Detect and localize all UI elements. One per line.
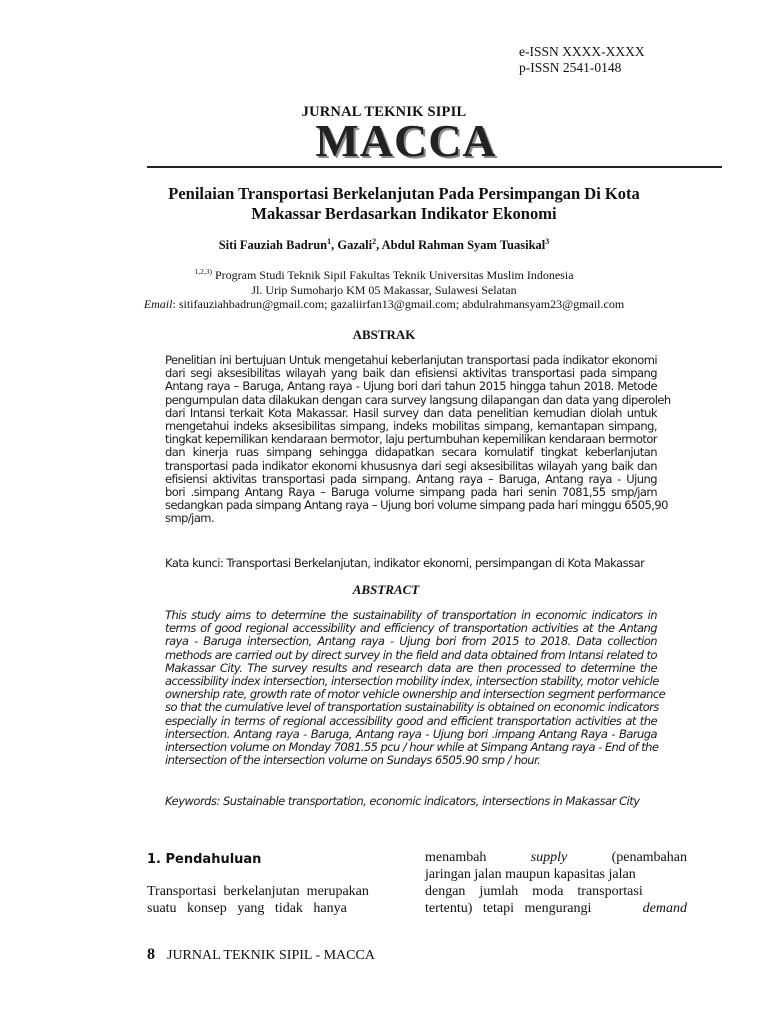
affiliation	[0, 265, 768, 312]
body-line	[425, 849, 687, 866]
author-sup: 2	[372, 237, 377, 246]
abstract-keywords: Keywords: Sustainable transportation, economic indicators, intersections in Makassar City	[165, 794, 640, 808]
abstract-line: sedangkan pada simpang Antang raya – Ujung bori volume simpang pada hari minggu 6505,90	[165, 498, 668, 513]
page-number: 8	[147, 946, 155, 963]
abstract-line: terms of good regional accessibility and efficiency of transportation activities at the Antang	[165, 621, 657, 636]
affiliation-sup: 1,2,3)	[194, 267, 212, 276]
abstract-heading: ABSTRACT	[352, 582, 420, 597]
body-text: menambah	[425, 850, 487, 865]
abstract-line: Penelitian ini bertujuan Untuk mengetahui keberlanjutan transportasi pada indikator ekonomi	[165, 353, 657, 367]
abstract-line: smp/jam.	[165, 511, 215, 526]
body-right-column	[425, 849, 687, 917]
abstract-line: mengetahui indeks aksesibilitas simpang, indeks mobilitas simpang, kemantapan simpang,	[165, 419, 657, 434]
body-left-column	[147, 883, 379, 917]
abstract-line: Antang raya – Baruga, Antang raya - Ujung bori dari tahun 2015 hingga tahun 2018. Metode	[165, 379, 657, 394]
author-name: Abdul Rahman Syam Tuasikal	[381, 238, 546, 253]
abstract-line: Makassar City. The survey results and research data are then processed to determine the	[165, 660, 657, 675]
abstract-line: especially in terms of regional accessibility good and efficient transportation activities at the	[165, 713, 657, 728]
abstract-line: pengumpulan data dilakukan dengan cara survey langsung dilapangan dan data yang diperoleh	[165, 392, 671, 407]
author-name: Siti Fauziah Badrun	[218, 238, 328, 253]
title-line-1: Penilaian Transportasi Berkelanjutan Pada Persimpangan Di Kota	[168, 184, 640, 203]
abstract-line: intersection of the intersection volume on Sundays 6505.90 smp / hour.	[165, 753, 541, 768]
abstrak-keywords: Kata kunci: Transportasi Berkelanjutan, indikator ekonomi, persimpangan di Kota Makassar	[165, 556, 645, 570]
abstract-line: ownership rate, growth rate of motor vehicle ownership and intersection segment performance	[165, 687, 666, 702]
abstract-line: intersection. Antang raya - Baruga, Antang raya - Ujung bori .impang Antang Raya - Baruga	[165, 726, 657, 741]
pissn-text: p-ISSN 2541-0148	[519, 60, 622, 75]
abstract-body	[165, 608, 666, 768]
title-line-2: Makassar Berdasarkan Indikator Ekonomi	[251, 204, 557, 223]
body-line: jaringan jalan maupun kapasitas jalan	[425, 867, 636, 882]
body-text-italic: supply	[530, 850, 568, 865]
affiliation-address: Jl. Urip Sumoharjo KM 05 Makassar, Sulawesi Selatan	[251, 282, 517, 297]
affiliation-line-1	[0, 265, 768, 283]
abstrak-body	[165, 353, 671, 526]
journal-logo: MACCA	[315, 115, 497, 166]
abstract-line: accessibility index intersection, intersection mobility index, intersection stability, motor vehicle	[165, 674, 659, 689]
abstract-line: methods are carried out by direct survey in the field and data obtained from Intansi related to	[165, 647, 657, 662]
abstract-line: This study aims to determine the sustainability of transportation in economic indicators in	[165, 608, 657, 622]
journal-name: JURNAL TEKNIK SIPIL	[301, 104, 467, 120]
abstract-line: so that the cumulative level of transportation sustainability is obtained on economic indicators	[165, 700, 659, 715]
author-name: Gazali	[337, 238, 373, 253]
email-addresses: : sitifauziahbadrun@gmail.com; gazaliirfan13@gmail.com; abdulrahmansyam23@gmail.com	[172, 297, 625, 311]
eissn-text: e-ISSN XXXX-XXXX	[519, 44, 645, 59]
body-text: (penambahan	[611, 850, 687, 865]
abstract-line: transportasi pada indikator ekonomi khususnya dari segi aksesibilitas wilayah yang baik dan	[165, 458, 657, 473]
abstract-line: efisiensi aktivitas transportasi pada simpang. Antang raya – Baruga, Antang raya - Ujung	[165, 471, 657, 486]
abstract-line: dari Intansi terkait Kota Makassar. Hasil survey dan data penelitian kemudian diolah untuk	[165, 405, 657, 420]
author-sup: 3	[545, 237, 550, 246]
author-separator: ,	[331, 238, 338, 253]
page-footer	[147, 946, 375, 964]
footer-journal: JURNAL TEKNIK SIPIL - MACCA	[167, 948, 375, 963]
header-divider	[147, 166, 722, 168]
body-line	[425, 900, 687, 917]
body-line: dengan jumlah moda transportasi	[425, 884, 643, 899]
abstract-line: bori .simpang Antang Raya – Baruga volume simpang pada hari senin 7081,55 smp/jam	[165, 485, 657, 500]
abstract-line: tingkat kepemilikan kendaraan bermotor, laju pertumbuhan kepemilikan kendaraan bermotor	[165, 432, 657, 447]
email-label: Email	[143, 297, 173, 311]
author-list	[0, 237, 768, 253]
abstract-line: dan kinerja ruas simpang sehingga didapatkan secara komulatif tingkat keberlanjutan	[165, 445, 657, 460]
body-line: Transportasi berkelanjutan merupakan	[147, 884, 369, 899]
section-heading: 1. Pendahuluan	[147, 852, 262, 867]
body-text: tertentu) tetapi mengurangi	[425, 901, 592, 916]
abstract-line: dari segi aksesibilitas wilayah yang baik dan efisiensi aktivitas transportasi pada simpang	[165, 366, 657, 381]
body-text-italic: demand	[642, 901, 687, 916]
affiliation-institution: Program Studi Teknik Sipil Fakultas Teknik Universitas Muslim Indonesia	[211, 268, 574, 282]
author-separator: ,	[376, 238, 382, 253]
abstract-line: raya - Baruga intersection, Antang raya - Ujung bori from 2015 to 2018. Data collection	[165, 634, 657, 649]
author-sup: 1	[327, 237, 332, 246]
abstrak-heading: ABSTRAK	[352, 327, 416, 342]
issn-block	[519, 44, 645, 76]
email-line	[0, 297, 768, 312]
body-line: suatu konsep yang tidak hanya	[147, 901, 347, 916]
abstract-line: intersection volume on Monday 7081.55 pcu / hour while at Simpang Antang raya - End of the	[165, 740, 659, 755]
article-title	[120, 184, 688, 224]
